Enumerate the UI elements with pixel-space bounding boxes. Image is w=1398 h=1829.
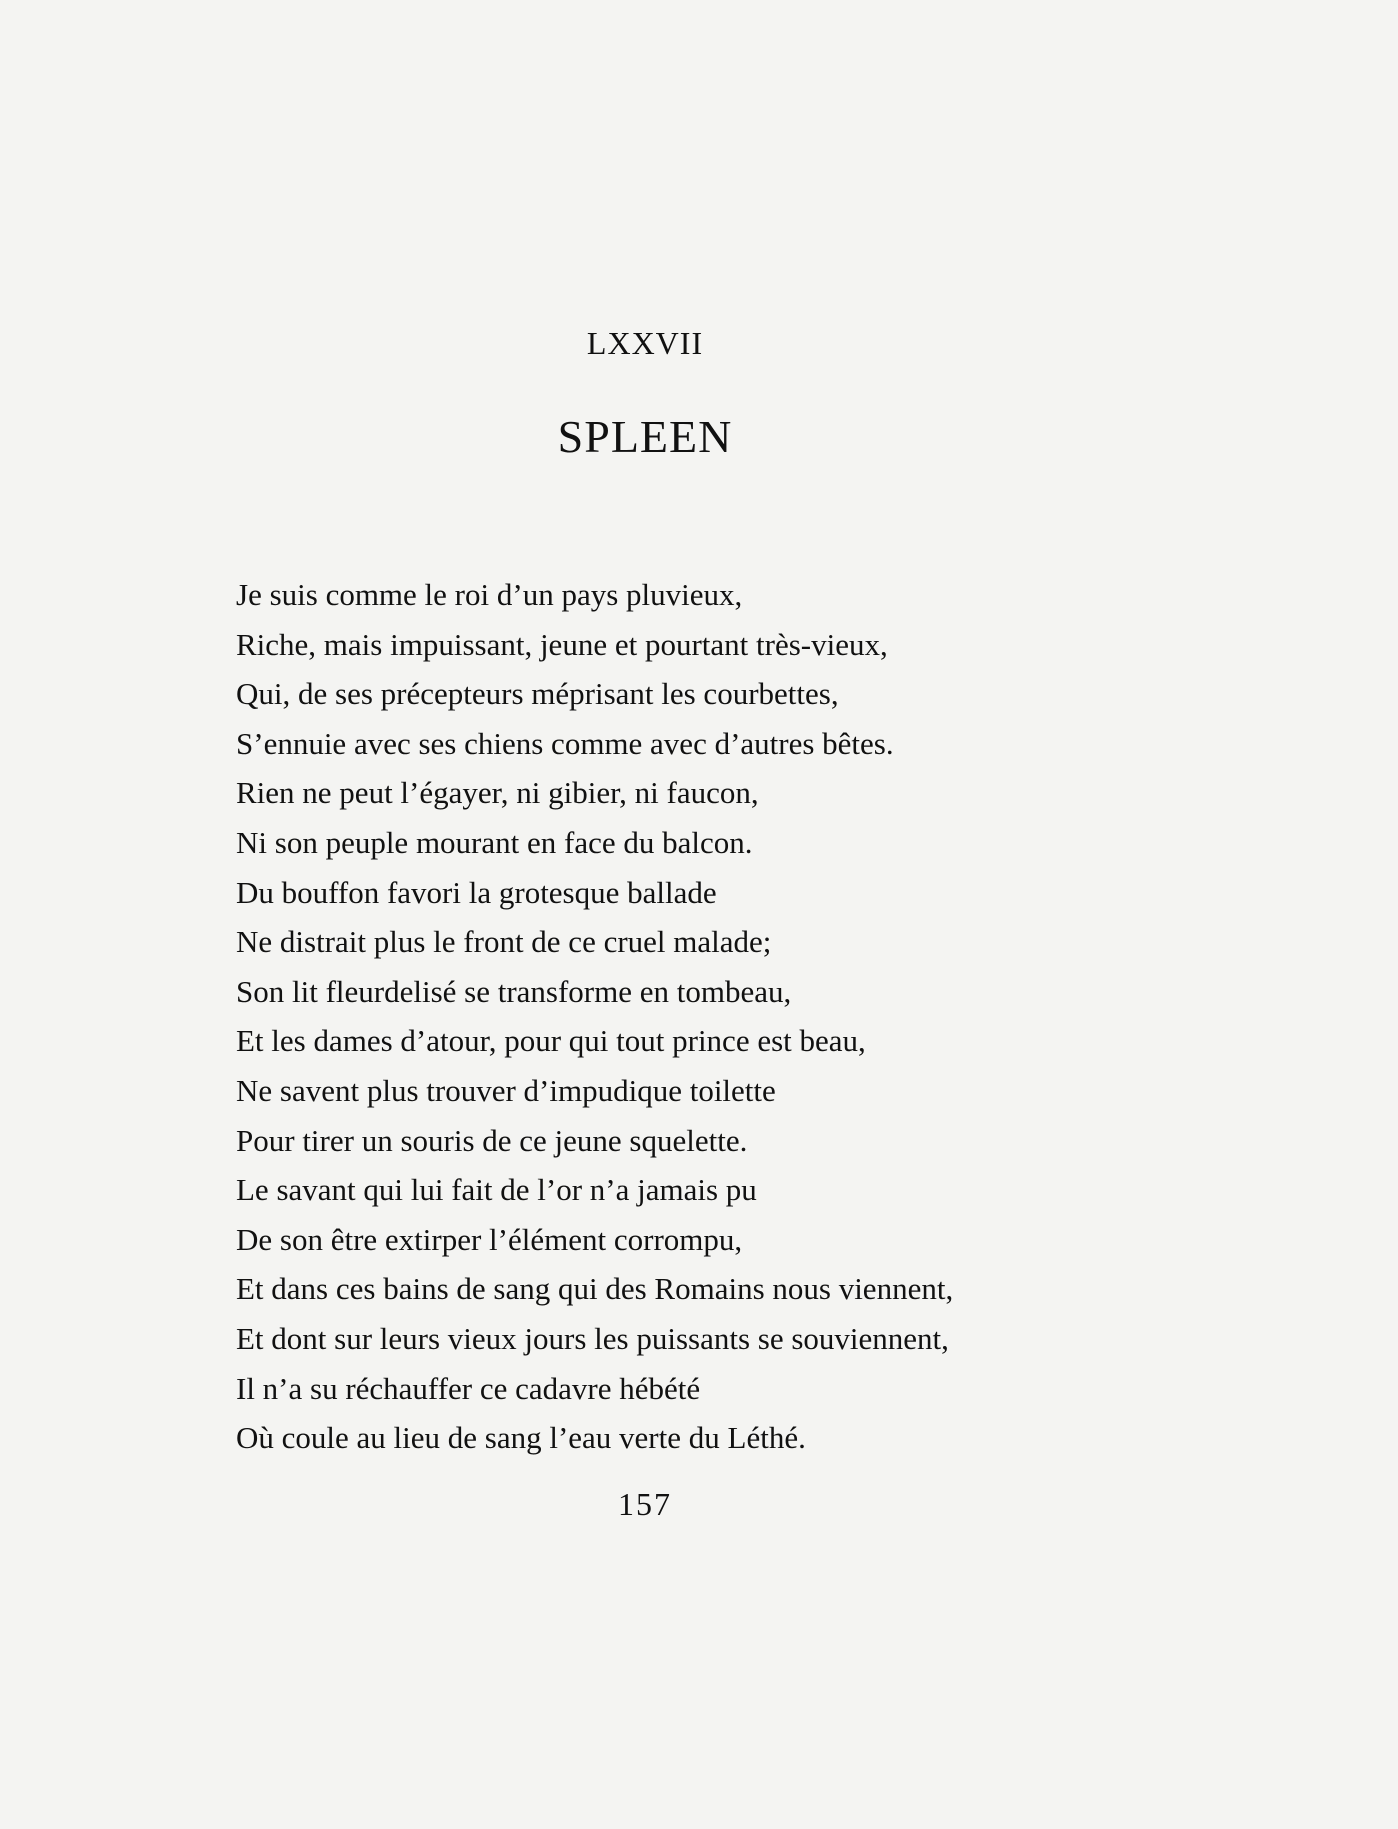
verse-line: S’ennuie avec ses chiens comme avec d’autres bêtes. [236, 725, 894, 761]
page-number: 157 [618, 1486, 672, 1522]
verse-line: Rien ne peut l’égayer, ni gibier, ni faucon, [236, 775, 759, 811]
verse-line: Ne savent plus trouver d’impudique toilette [236, 1072, 776, 1108]
verse-line: Où coule au lieu de sang l’eau verte du Léthé. [236, 1420, 806, 1456]
verse-line: Et les dames d’atour, pour qui tout prince est beau, [236, 1023, 866, 1059]
verse-line: Pour tirer un souris de ce jeune squelette. [236, 1122, 748, 1158]
verse-line: De son être extirper l’élément corrompu, [236, 1221, 743, 1257]
verse-line: Ni son peuple mourant en face du balcon. [236, 824, 753, 860]
verse-line: Je suis comme le roi d’un pays pluvieux, [236, 577, 743, 612]
verse-line: Et dans ces bains de sang qui des Romains nous viennent, [236, 1271, 954, 1307]
verse-line: Son lit fleurdelisé se transforme en tombeau, [236, 973, 792, 1009]
verse-line: Ne distrait plus le front de ce cruel malade; [236, 924, 772, 960]
poem-title: SPLEEN [557, 411, 733, 462]
poem-number: LXXVII [586, 325, 704, 361]
verse-line: Riche, mais impuissant, jeune et pourtant très-vieux, [236, 626, 888, 662]
verse-line: Qui, de ses précepteurs méprisant les courbettes, [236, 676, 839, 712]
verse-line: Il n’a su réchauffer ce cadavre hébété [236, 1370, 701, 1406]
verse-line: Et dont sur leurs vieux jours les puissants se souviennent, [236, 1320, 949, 1356]
verse-line: Du bouffon favori la grotesque ballade [236, 874, 717, 910]
poem-verses [236, 570, 953, 1463]
verse-line: Le savant qui lui fait de l’or n’a jamais pu [236, 1172, 757, 1208]
